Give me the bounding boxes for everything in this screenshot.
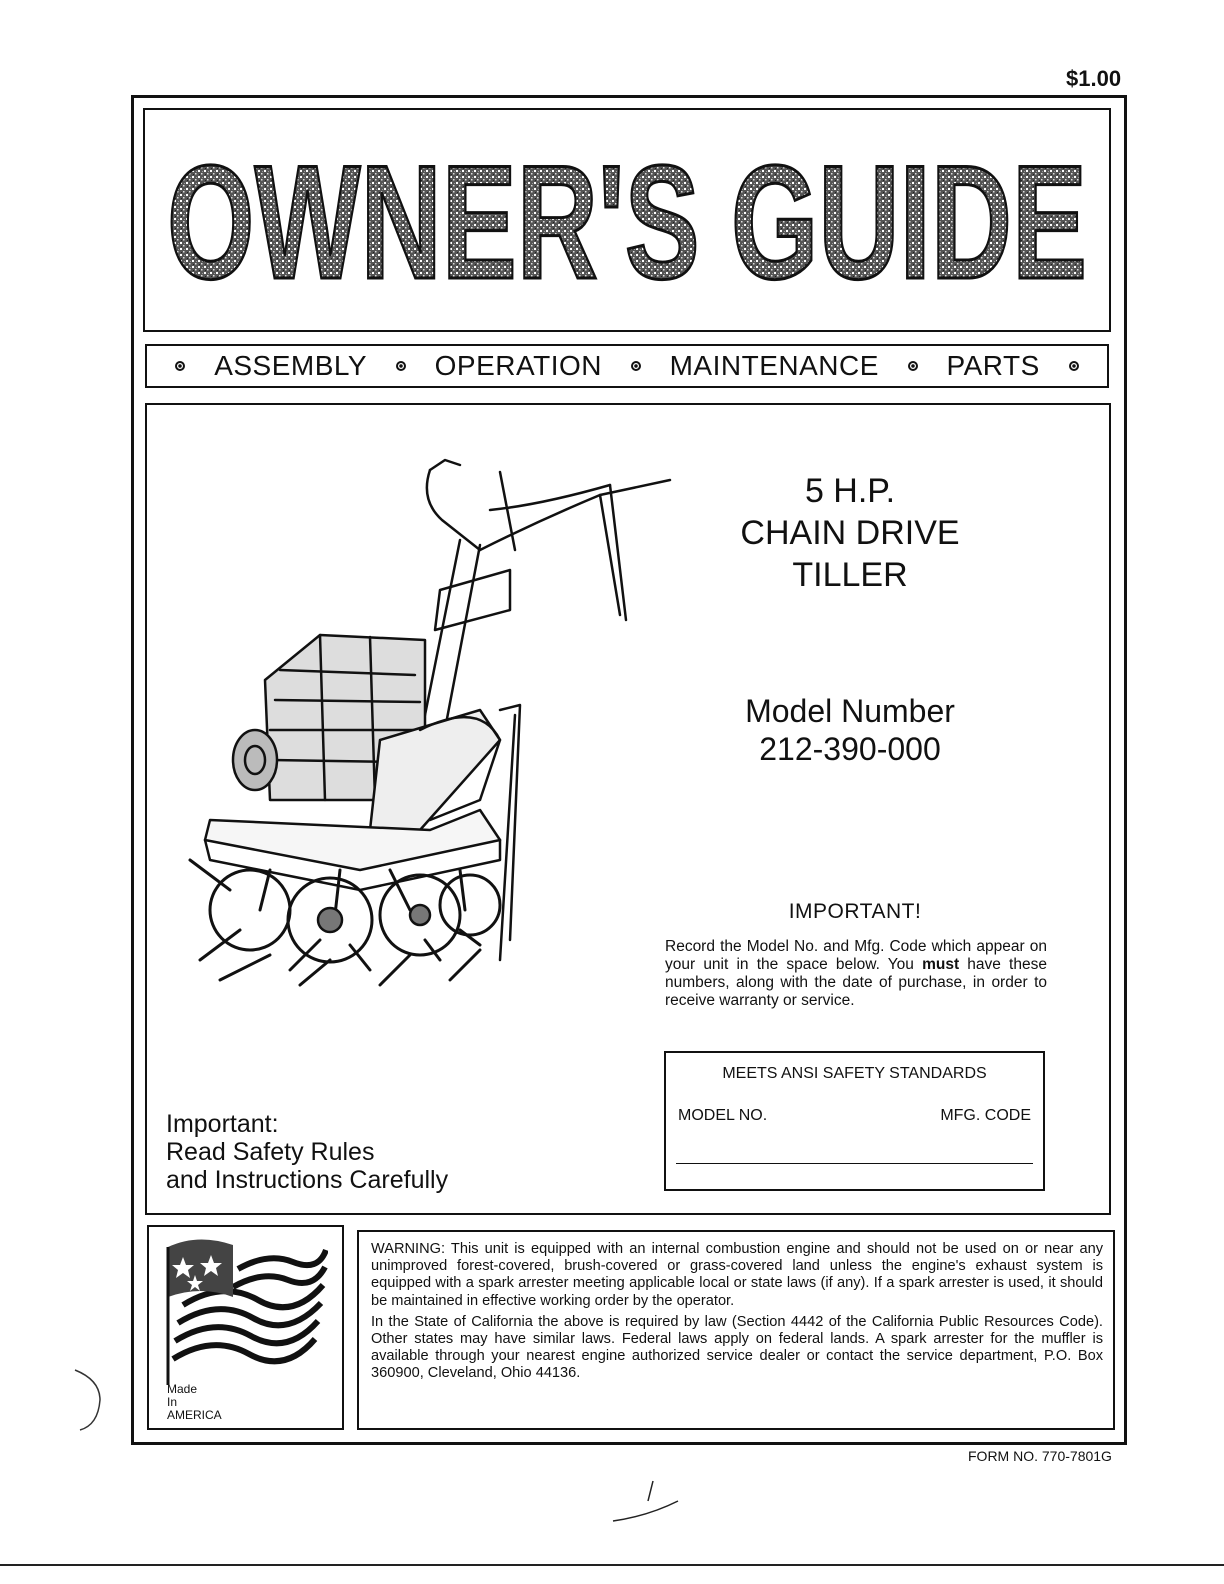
record-box bbox=[664, 1051, 1045, 1191]
product-type: TILLER bbox=[792, 556, 908, 594]
tiller-illustration bbox=[180, 440, 680, 1000]
page-edge bbox=[0, 1564, 1224, 1566]
important-text-bold: must bbox=[922, 956, 960, 973]
title-text: OWNER'S GUIDE bbox=[167, 140, 1087, 300]
title-banner bbox=[143, 108, 1111, 332]
bullet-icon bbox=[908, 361, 918, 371]
warning-box bbox=[357, 1230, 1115, 1430]
important-text-part: Record the Model No. and Mfg. Code which appear on your unit in the space below. You bbox=[665, 938, 1047, 973]
made-line: AMERICA bbox=[167, 1408, 222, 1422]
bullet-icon bbox=[631, 361, 641, 371]
warning-label: WARNING: bbox=[371, 1241, 446, 1257]
warning-para-2: In the State of California the above is required by law (Section 4442 of the California Public Resources Code). Other states may have similar laws. Federal laws apply on federal lands. A spark arrester for the muffler is available through your nearest engine authorized service dealer or contact the service department, P.O. Box 360900, Cleveland, Ohio 44136. bbox=[371, 1313, 1103, 1382]
contents-bar bbox=[145, 344, 1109, 388]
ansi-label: MEETS ANSI SAFETY STANDARDS bbox=[722, 1065, 987, 1082]
bullet-icon bbox=[175, 361, 185, 371]
nav-maintenance: MAINTENANCE bbox=[669, 350, 879, 381]
model-block bbox=[690, 692, 1010, 768]
nav-operation: OPERATION bbox=[434, 350, 602, 381]
safety-line: Read Safety Rules bbox=[166, 1138, 375, 1166]
bullet-icon bbox=[396, 361, 406, 371]
made-line: Made bbox=[167, 1382, 198, 1396]
model-number: 212-390-000 bbox=[759, 731, 941, 767]
record-line bbox=[676, 1163, 1033, 1164]
scan-mark bbox=[70, 1360, 110, 1440]
safety-note bbox=[166, 1110, 448, 1194]
product-title bbox=[690, 470, 1010, 596]
warning-text: This unit is equipped with an internal combustion engine and should not be used on or near any unimproved forest-covered, brush-covered or grass-covered land unless the engine's exhaust system is equipped with a spark arrester meeting applicable local or state laws (if any). If a spark arrester is used, it should be maintained in effective working order by the operator. bbox=[371, 1241, 1103, 1309]
pen-mark bbox=[608, 1476, 698, 1526]
mfg-code-label: MFG. CODE bbox=[940, 1107, 1031, 1124]
product-drive: CHAIN DRIVE bbox=[740, 514, 960, 552]
safety-line: and Instructions Carefully bbox=[166, 1166, 449, 1194]
made-in-label bbox=[167, 1383, 222, 1422]
safety-line: Important: bbox=[166, 1110, 279, 1138]
important-text bbox=[665, 938, 1047, 1010]
model-label: Model Number bbox=[745, 693, 955, 729]
nav-assembly: ASSEMBLY bbox=[214, 350, 368, 381]
nav-parts: PARTS bbox=[946, 350, 1040, 381]
owners-guide-title bbox=[162, 140, 1092, 300]
important-text-part: have these numbers, along with the date of purchase, in order to receive warranty or service. bbox=[665, 956, 1047, 1009]
made-line: In bbox=[167, 1395, 178, 1409]
price: $1.00 bbox=[1066, 66, 1122, 91]
bullet-icon bbox=[1069, 361, 1079, 371]
important-heading: IMPORTANT! bbox=[788, 900, 922, 923]
form-number: FORM NO. 770-7801G bbox=[968, 1448, 1112, 1464]
product-hp: 5 H.P. bbox=[804, 472, 896, 510]
model-no-label: MODEL NO. bbox=[678, 1107, 768, 1124]
american-flag-icon bbox=[163, 1235, 328, 1395]
made-in-america-box bbox=[147, 1225, 344, 1430]
warning-para-1 bbox=[371, 1241, 1103, 1310]
